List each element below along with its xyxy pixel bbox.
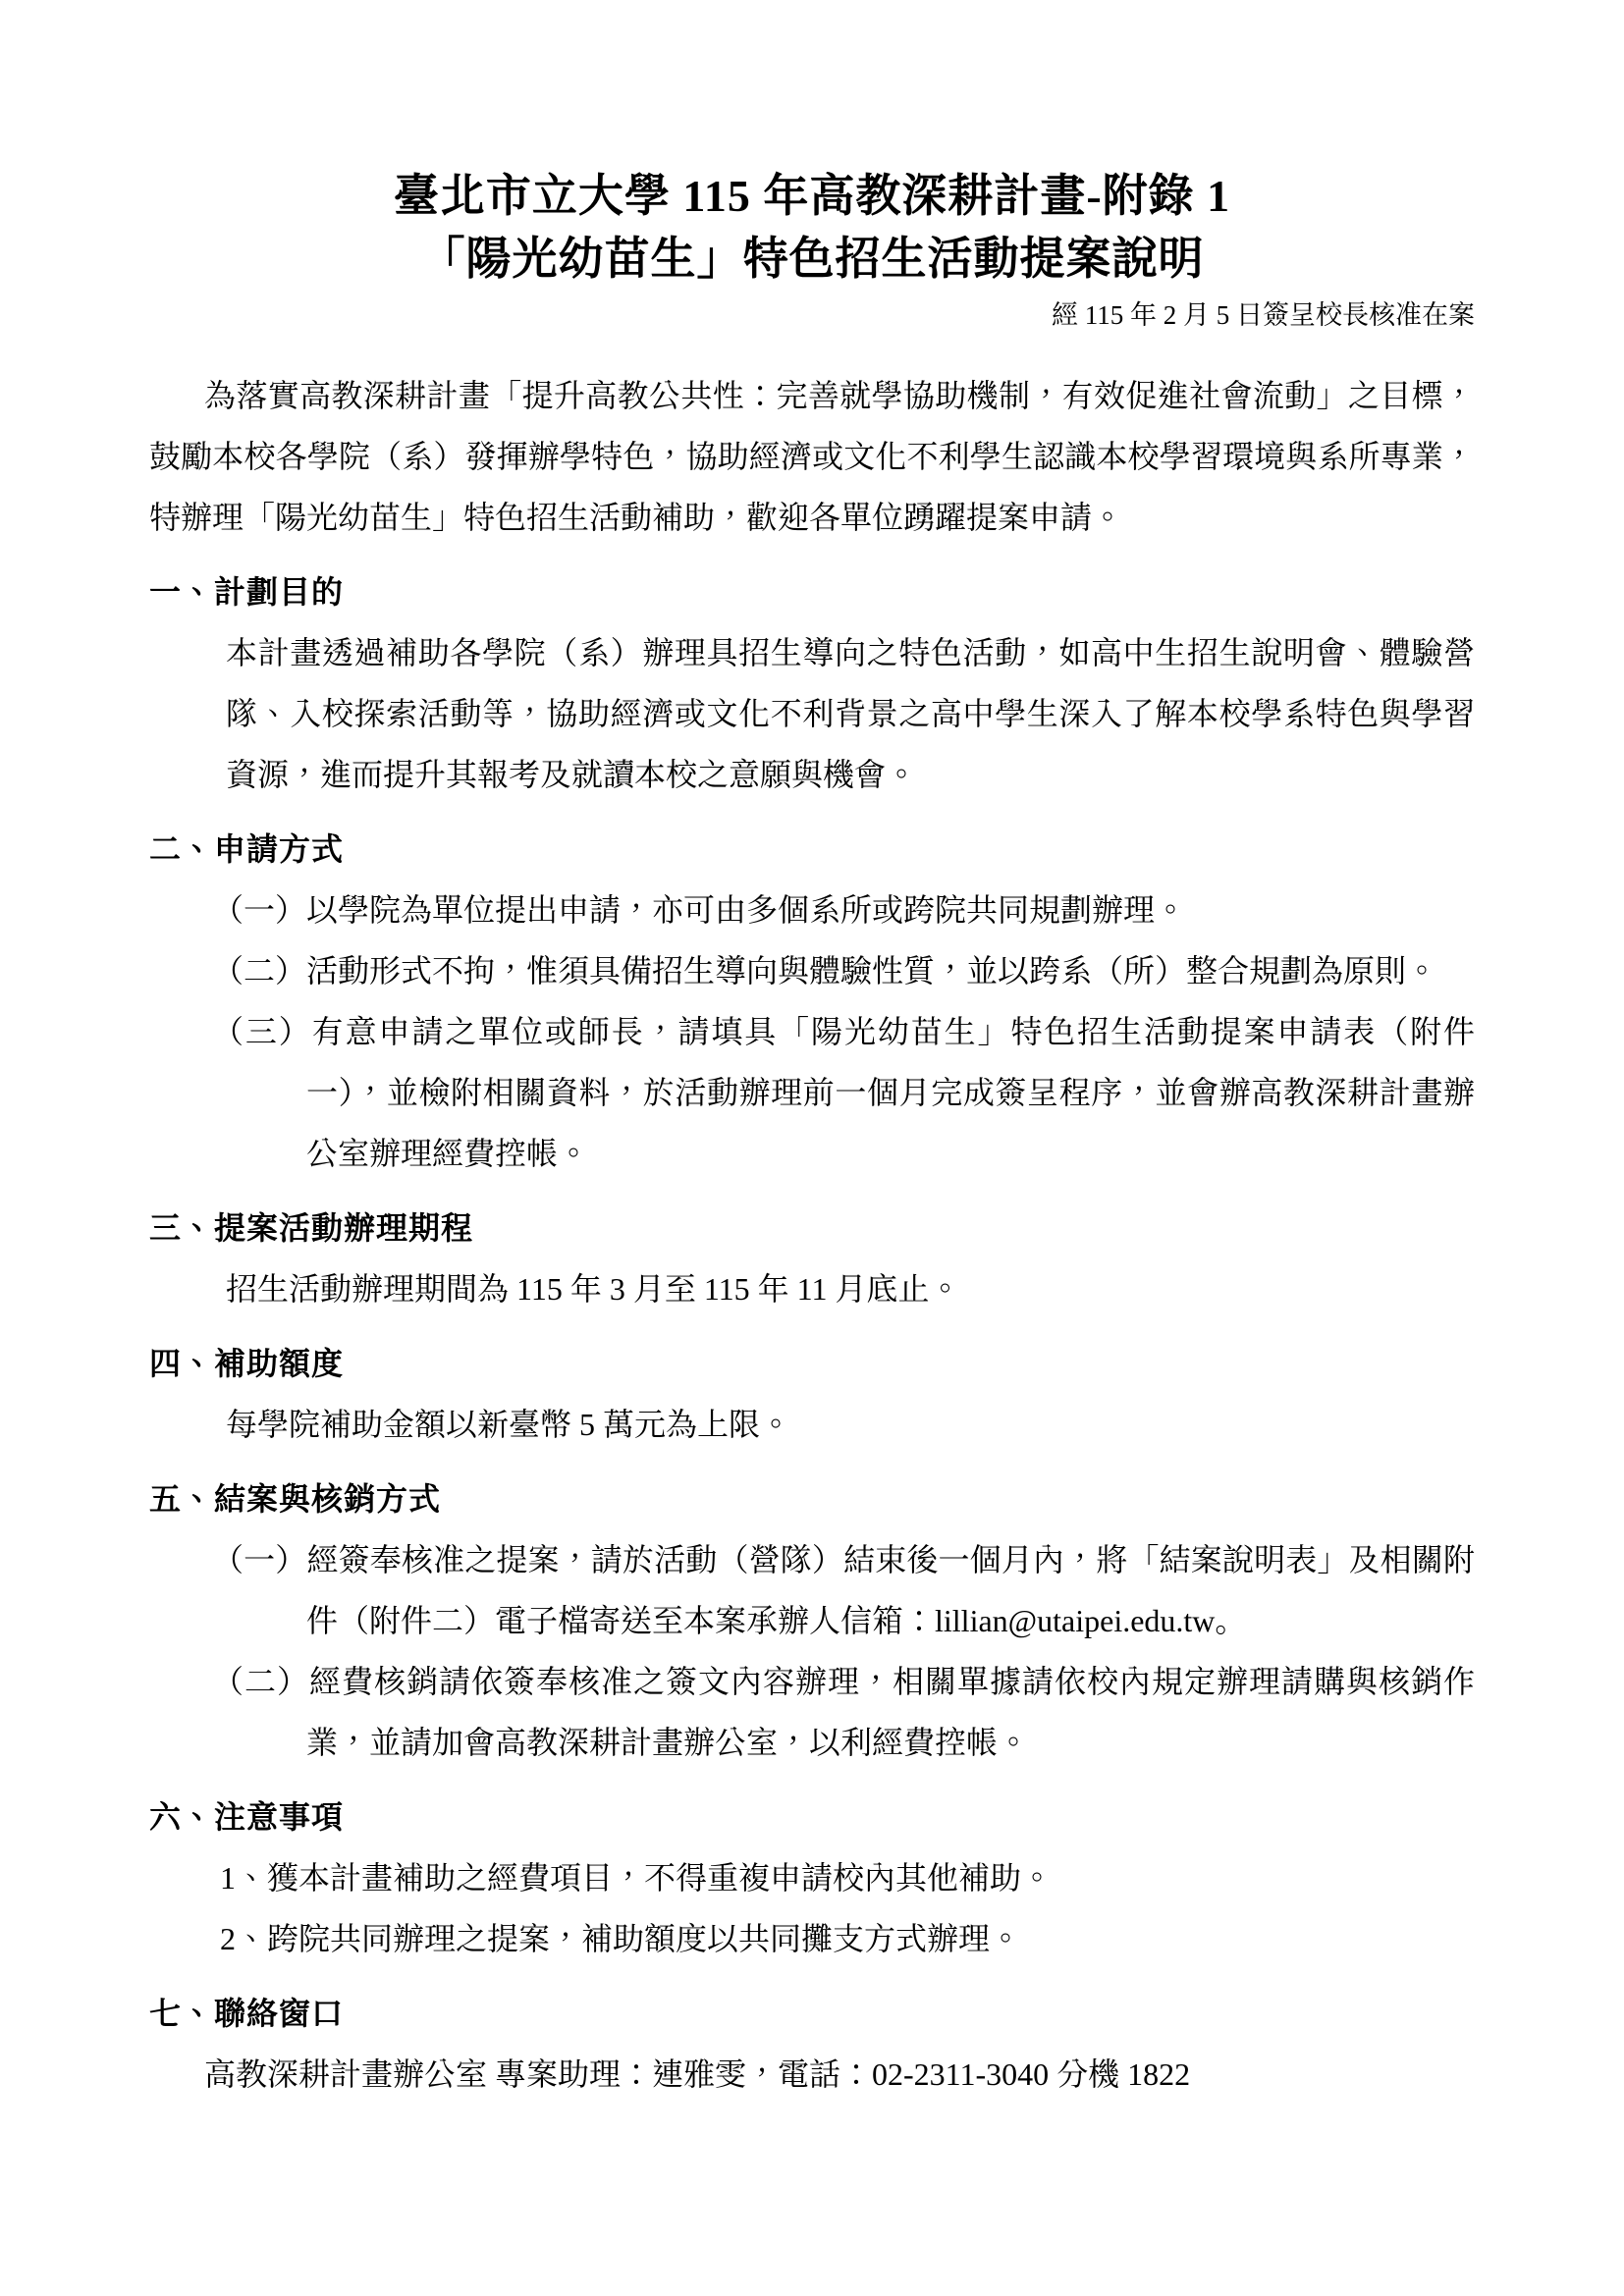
list-item: （二）活動形式不拘，惟須具備招生導向與體驗性質，並以跨系（所）整合規劃為原則。 <box>212 953 1438 988</box>
section-body-schedule: 招生活動辦理期間為 115 年 3 月至 115 年 11 月底止。 <box>226 1271 961 1307</box>
section-subsidy-amount <box>149 1333 1475 1455</box>
document-title-line-1: 臺北市立大學 115 年高教深耕計畫-附錄 1 <box>393 171 1231 221</box>
list-item: 1、獲本計畫補助之經費項目，不得重複申請校內其他補助。 <box>220 1860 1054 1896</box>
list-item: （一）經簽奉核准之提案，請於活動（營隊）結束後一個月內，將「結案說明表」及相關附件（附件二）電子檔寄送至本案承辦人信箱：lillian@utaipei.edu.tw。 <box>212 1542 1475 1638</box>
section-plan-purpose <box>149 561 1475 805</box>
section-closing-and-reimbursement <box>149 1468 1475 1773</box>
list-item: （一）以學院為單位提出申請，亦可由多個系所或跨院共同規劃辦理。 <box>212 892 1187 928</box>
section-body-subsidy-amount: 每學院補助金額以新臺幣 5 萬元為上限。 <box>226 1407 792 1442</box>
intro-paragraph: 為落實高教深耕計畫「提升高教公共性：完善就學協助機制，有效促進社會流動」之目標，鼓勵本校各學院（系）發揮辦學特色，協助經濟或文化不利學生認識本校學習環境與系所專業，特辦理「陽光幼苗生」特色招生活動補助，歡迎各單位踴躍提案申請。 <box>149 378 1475 535</box>
section-body-contact: 高教深耕計畫辦公室 專案助理：連雅雯，電話：02-2311-3040 分機 1822 <box>204 2056 1191 2092</box>
document-title-line-2: 「陽光幼苗生」特色招生活動提案說明 <box>419 234 1205 284</box>
section-application-method <box>149 819 1475 1184</box>
approval-note: 經 115 年 2 月 5 日簽呈校長核准在案 <box>1052 300 1475 330</box>
section-notes <box>149 1787 1475 1969</box>
section-heading-subsidy-amount: 四、補助額度 <box>149 1346 345 1381</box>
section-heading-application-method: 二、申請方式 <box>149 831 345 867</box>
section-heading-contact: 七、聯絡窗口 <box>149 1996 345 2031</box>
section-heading-schedule: 三、提案活動辦理期程 <box>149 1210 474 1246</box>
section-body-plan-purpose: 本計畫透過補助各學院（系）辦理具招生導向之特色活動，如高中生招生說明會、體驗營隊、入校探索活動等，協助經濟或文化不利背景之高中學生深入了解本校學系特色與學習資源，進而提升其報考及就讀本校之意願與機會。 <box>226 635 1475 792</box>
list-item: （三）有意申請之單位或師長，請填具「陽光幼苗生」特色招生活動提案申請表（附件一），並檢附相關資料，於活動辦理前一個月完成簽呈程序，並會辦高教深耕計畫辦公室辦理經費控帳。 <box>212 1014 1475 1171</box>
list-item: 2、跨院共同辦理之提案，補助額度以共同攤支方式辦理。 <box>220 1921 1022 1956</box>
section-heading-closing-and-reimbursement: 五、結案與核銷方式 <box>149 1481 442 1517</box>
section-schedule <box>149 1198 1475 1319</box>
section-contact <box>149 1983 1475 2105</box>
section-heading-notes: 六、注意事項 <box>149 1799 345 1835</box>
section-heading-plan-purpose: 一、計劃目的 <box>149 574 345 610</box>
list-item: （二）經費核銷請依簽奉核准之簽文內容辦理，相關單據請依校內規定辦理請購與核銷作業，並請加會高教深耕計畫辦公室，以利經費控帳。 <box>212 1664 1475 1760</box>
